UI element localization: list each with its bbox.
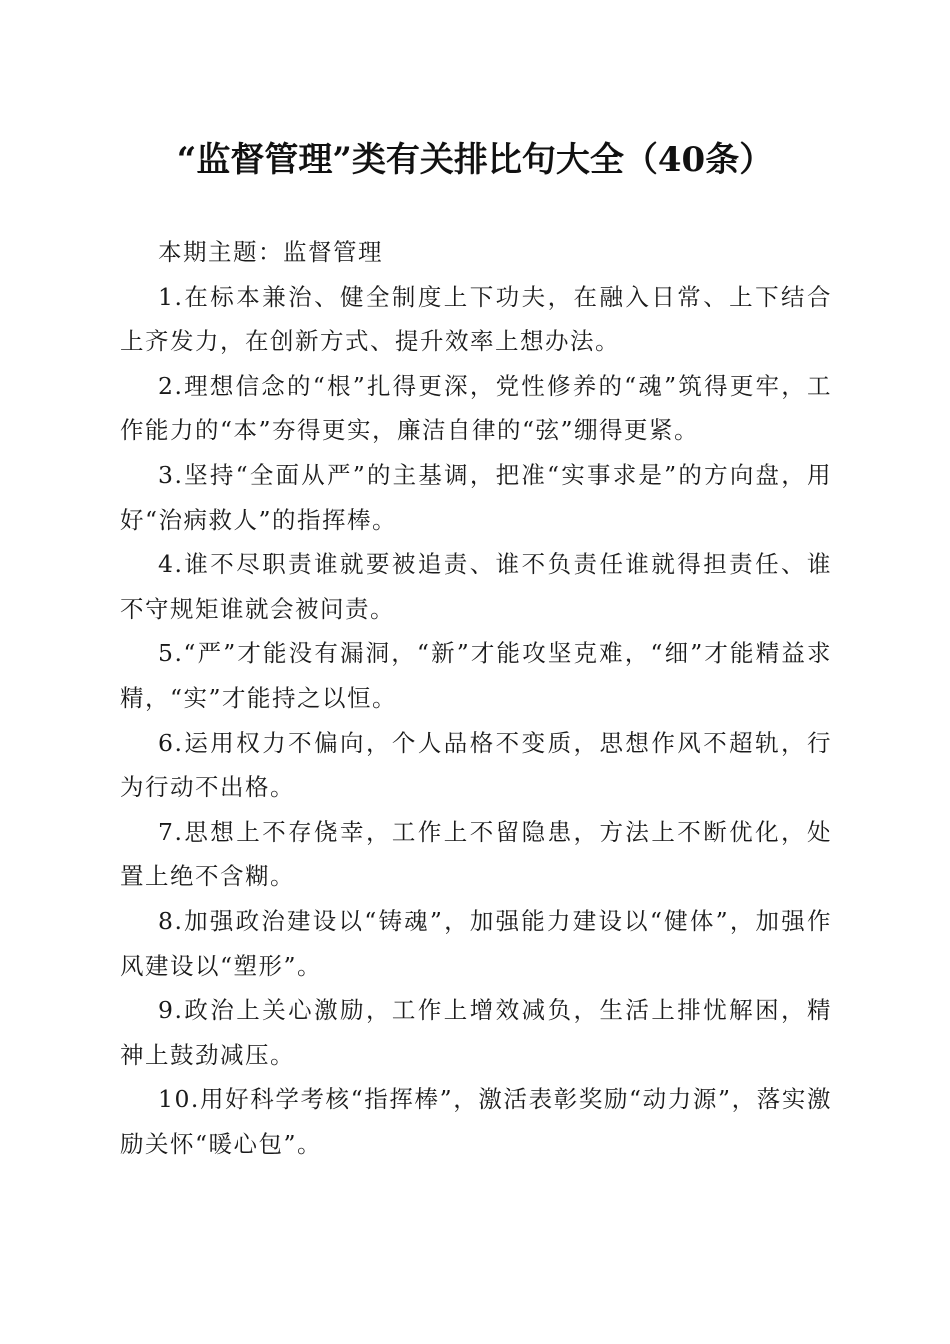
paragraph-8: 8.加强政治建设以“铸魂”，加强能力建设以“健体”，加强作风建设以“塑形”。 [120, 906, 832, 980]
paragraph-3: 3.坚持“全面从严”的主基调，把准“实事求是”的方向盘，用好“治病救人”的指挥棒。 [120, 460, 832, 534]
document-body [120, 230, 832, 1166]
paragraph-1: 1.在标本兼治、健全制度上下功夫，在融入日常、上下结合上齐发力，在创新方式、提升效率上想办法。 [120, 282, 832, 356]
paragraph-4: 4.谁不尽职责谁就要被追责、谁不负责任谁就得担责任、谁不守规矩谁就会被问责。 [120, 550, 832, 623]
paragraph-7: 7.思想上不存侥幸，工作上不留隐患，方法上不断优化，处置上绝不含糊。 [120, 817, 832, 891]
paragraph-5: 5.“严”才能没有漏洞，“新”才能攻坚克难，“细”才能精益求精，“实”才能持之以恒。 [120, 639, 832, 712]
paragraph-9: 9.政治上关心激励，工作上增效减负，生活上排忧解困，精神上鼓劲减压。 [120, 996, 832, 1069]
paragraph-2: 2.理想信念的“根”扎得更深，党性修养的“魂”筑得更牢，工作能力的“本”夯得更实，廉洁自律的“弦”绷得更紧。 [120, 371, 832, 445]
document-title: “监督管理”类有关排比句大全（40条） [176, 140, 774, 180]
theme-line: 本期主题：监督管理 [158, 238, 383, 266]
paragraph-6: 6.运用权力不偏向，个人品格不变质，思想作风不超轨，行为行动不出格。 [120, 728, 832, 802]
paragraph-10: 10.用好科学考核“指挥棒”，激活表彰奖励“动力源”，落实激励关怀“暖心包”。 [120, 1085, 832, 1158]
